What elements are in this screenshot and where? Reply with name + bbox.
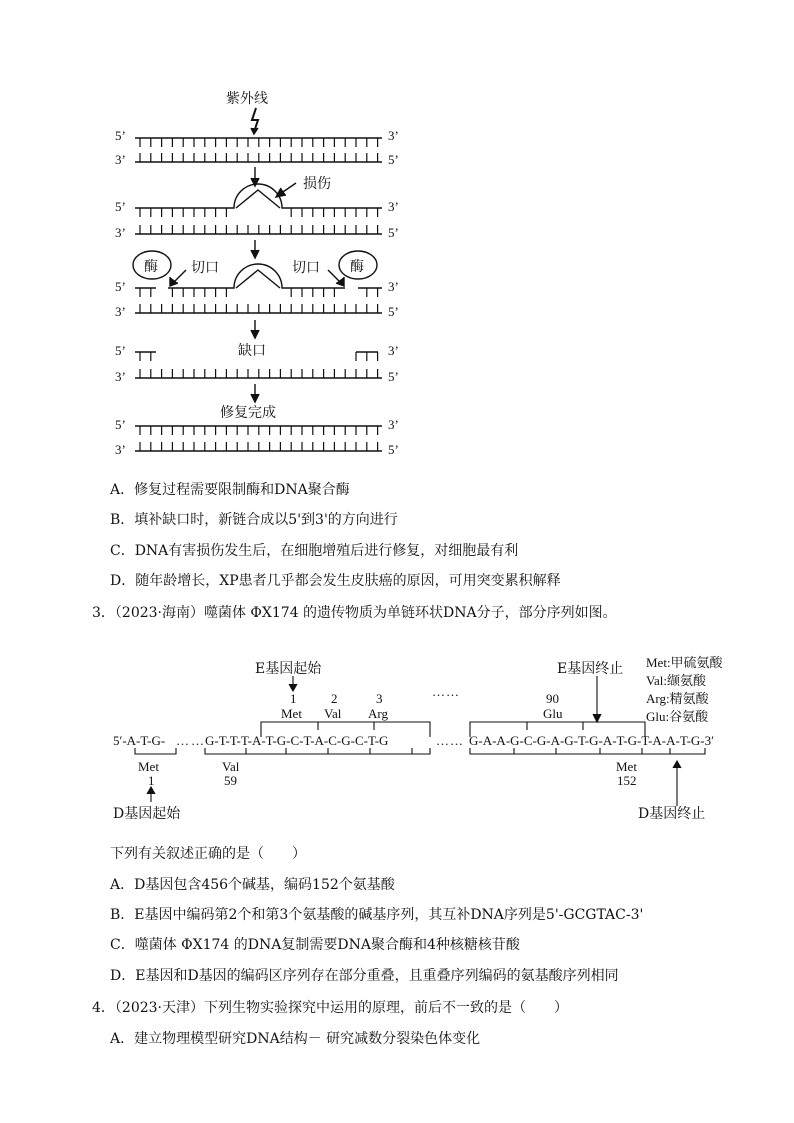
end-label: 3’ (388, 128, 399, 143)
amino-acid-label: Val (222, 759, 240, 774)
cut-label-right: 切口 (292, 260, 320, 276)
end-label: 5’ (388, 442, 399, 457)
end-label: 3’ (115, 369, 126, 384)
cut-label-left: 切口 (191, 260, 219, 276)
option-a: A．建立物理模型研究DNA结构－ 研究减数分裂染色体变化 (110, 1031, 481, 1047)
end-label: 5’ (388, 304, 399, 319)
amino-acid-label: Met (616, 759, 637, 774)
end-label: 3’ (115, 304, 126, 319)
option-b: B．填补缺口时，新链合成以5'到3'的方向进行 (110, 512, 398, 528)
ellipsis: …… (176, 733, 206, 748)
end-label: 3’ (388, 279, 399, 294)
legend-item: Arg:精氨酸 (646, 691, 709, 706)
end-label: 5’ (115, 343, 126, 358)
option-b: B．E基因中编码第2个和第3个氨基酸的碱基序列，其互补DNA序列是5'-GCGTAC-3' (110, 907, 644, 923)
sequence-right: G-A-A-G-C-G-A-G-T-G-A-T-G-T-A-A-T-G-3′ (469, 733, 714, 748)
legend-item: Glu:谷氨酸 (646, 709, 709, 724)
uv-label: 紫外线 (226, 91, 268, 107)
question-3-prompt: 下列有关叙述正确的是（ ） (110, 846, 306, 862)
end-label: 3’ (388, 199, 399, 214)
end-label: 5’ (388, 152, 399, 167)
end-label: 3’ (115, 225, 126, 240)
option-a: A．D基因包含456个碱基，编码152个氨基酸 (110, 877, 395, 893)
enzyme-label-left: 酶 (144, 259, 158, 275)
codon-number: 152 (617, 773, 637, 788)
question-3-stem: 3．（2023·海南）噬菌体 ΦX174 的遗传物质为单链环状DNA分子，部分序列如图。 (92, 605, 617, 621)
end-label: 5’ (115, 199, 126, 214)
end-label: 3’ (388, 417, 399, 432)
amino-acid-label: Met (138, 759, 159, 774)
e-gene-start-label: E基因起始 (255, 661, 322, 677)
option-a: A．修复过程需要限制酶和DNA聚合酶 (110, 482, 350, 498)
end-label: 5’ (115, 417, 126, 432)
d-gene-end-label: D基因终止 (638, 806, 706, 822)
damage-label: 损伤 (303, 176, 331, 192)
amino-acid-label: Met (281, 706, 302, 721)
amino-acid-label: Glu (543, 706, 563, 721)
d-gene-start-label: D基因起始 (113, 806, 181, 822)
question-4-stem: 4．（2023·天津）下列生物实验探究中运用的原理，前后不一致的是（ ） (92, 1000, 568, 1016)
end-label: 3’ (115, 442, 126, 457)
amino-acid-label: Val (324, 706, 342, 721)
end-label: 5’ (115, 279, 126, 294)
option-c: C．噬菌体 ΦX174 的DNA复制需要DNA聚合酶和4种核糖核苷酸 (110, 937, 520, 953)
codon-number: 1 (148, 773, 155, 788)
enzyme-label-right: 酶 (350, 259, 364, 275)
legend-item: Val:缬氨酸 (646, 673, 706, 688)
sequence-middle: G-T-T-T-A-T-G-C-T-A-C-G-C-T-G (205, 733, 389, 748)
codon-number: 59 (224, 773, 237, 788)
option-d: D．E基因和D基因的编码区序列存在部分重叠，且重叠序列编码的氨基酸序列相同 (110, 968, 619, 984)
codon-number: 2 (331, 691, 338, 706)
end-label: 5’ (115, 128, 126, 143)
end-label: 5’ (388, 369, 399, 384)
end-label: 3’ (115, 152, 126, 167)
sequence-left: 5′-A-T-G- (113, 733, 166, 748)
codon-number: 90 (546, 691, 559, 706)
codon-number: 3 (376, 691, 383, 706)
end-label: 5’ (388, 225, 399, 240)
e-gene-end-label: E基因终止 (557, 661, 624, 677)
codon-number: 1 (290, 691, 297, 706)
ellipsis: …… (432, 684, 460, 699)
ellipsis: …… (436, 733, 464, 748)
option-d: D．随年龄增长，XP患者几乎都会发生皮肤癌的原因，可用突变累积解释 (110, 573, 561, 589)
gap-label: 缺口 (238, 343, 266, 359)
end-label: 3’ (388, 343, 399, 358)
amino-acid-label: Arg (368, 706, 388, 721)
option-c: C．DNA有害损伤发生后，在细胞增殖后进行修复，对细胞最有利 (110, 543, 519, 559)
repair-label: 修复完成 (220, 405, 276, 421)
legend-item: Met:甲硫氨酸 (646, 655, 723, 670)
